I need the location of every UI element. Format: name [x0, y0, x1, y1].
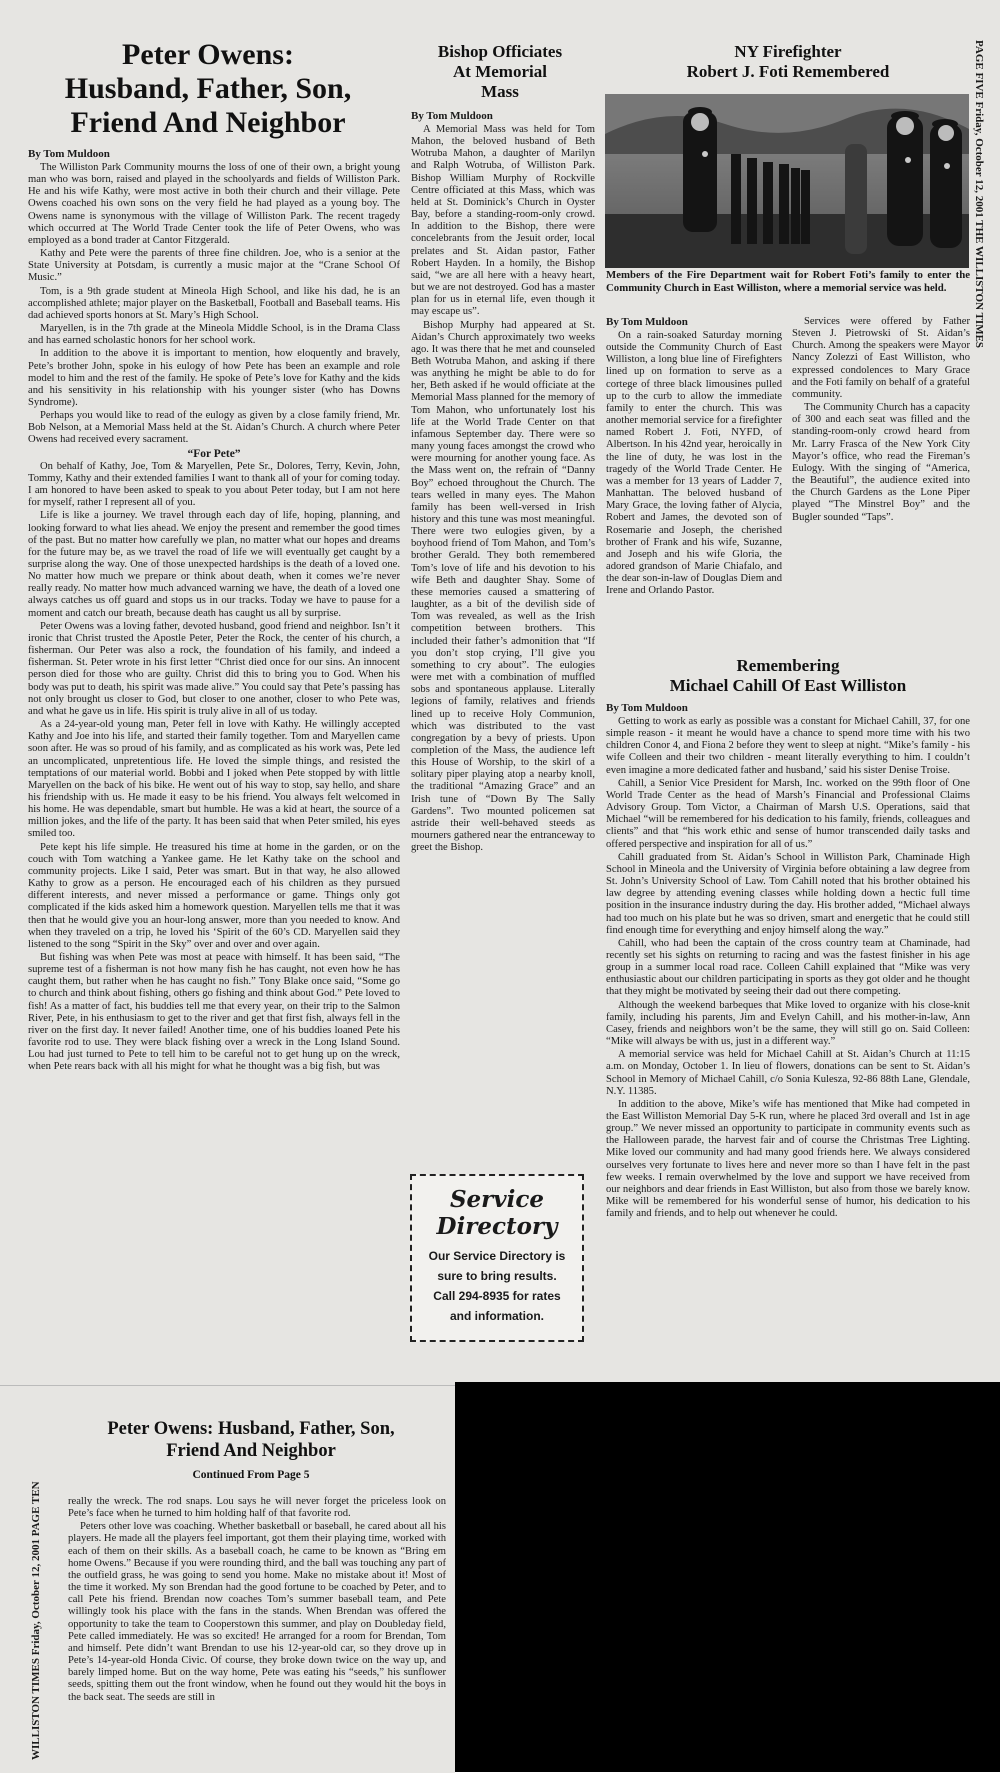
- continued-paragraph: Peters other love was coaching. Whether basketball or baseball, he cared about all his players. He made all the players feel important, got them their playing time, worked with each of them on their skills. As a baseball coach, he came to be known as “Bring em home Owens.” Because if you were rounding third, and the ball was touching any part of the outfield grass, he was going to send you home. Make no mistake about it! Most of the time it worked. My son Brendan had the good fortune to be coached by Peter, and to call Pete his friend. Brendan now coaches Tom’s summer baseball team, and Pete willingly took his place with the fans in the stands. When Brendan was offered the opportunity to take the team to Cooperstown this summer, and play on Doubleday field, Pete called immediately. He was so excited! He arranged for a room for Brendan, Tom and himself. Pete didn’t want Brendan to use his 12-year-old car, so they drove up in Pete’s 14-year-old Honda Civic. Of course, they broke down twice on the way up, and barely limped home. But on the way home, Pete was eating his “seeds,” his sunflower seeds, spitting them out the front window, when he found out they would hit the boys in the back seat. The seeds are still in: [68, 1521, 446, 1703]
- mahon-headline-line-2: At Memorial: [453, 62, 547, 81]
- eulogy-paragraph: On behalf of Kathy, Joe, Tom & Maryellen, Pete Sr., Dolores, Terry, Kevin, John, Tommy, Kathy and their extended families I want to thank all of your for coming today. I am honored to have been asked to speak to you about Peter today, but I am not here for myself, rather I represent all of you.: [28, 460, 400, 509]
- eulogy-paragraph: But fishing was when Pete was most at peace with himself. It has been said, “The supreme test of a fisherman is not how many fish he has caught, not even how he has caught them, but rather when he has caught no fish.” Tony Blake once said, “Some go to church and think about fishing, others go fishing and think about God.” Pete loved to fish! As a matter of fact, his buddies tell me that every year, on their trip to the Salmon River, Pete, in his enthusiasm to get to the river and get that first fish, always fell in the river on the first day. It never failed! Another time, one of his buddies loaned Pete his favorite rod to use. They were black fishing over a wreck in the Long Island Sound. Lou had just turned to Pete to tell him to be careful not to get hung up on the wreck, when Pete rears back with all his might for what he thought was a big fish, but was: [28, 952, 400, 1073]
- owens-headline: [18, 38, 398, 140]
- eulogy-paragraph: Peter Owens was a loving father, devoted husband, good friend and neighbor. Isn’t it ironic that Christ trusted the Apostle Peter, Peter the Rock, the center of his church, a fisherman. Our Peter was also a rock, the foundation of his family, and indeed a fisherman. St. Peter wrote in his first letter “Christ died once for our sins. An innocent person died for those who are guilty. Christ did this to bring you to God. When his body was put to death, his spirit was made alive.” You could say that Pete’s passing has not only brought us closer to God, but closer to one another, closer to who Pete was, and what he gave us in life. His spirit is truly alive in all of us today.: [28, 620, 400, 717]
- continued-paragraph: really the wreck. The rod snaps. Lou says he will never forget the priceless look on Pete’s face when he turned to him holding half of that favorite rod.: [68, 1496, 446, 1520]
- owens-headline-line-1: Peter Owens:: [122, 38, 294, 71]
- continued-jump-line: Continued From Page 5: [192, 1469, 310, 1481]
- foti-headline: [606, 42, 970, 82]
- service-title-line-2: Directory: [436, 1213, 558, 1240]
- foti-headline-line-1: NY Firefighter: [734, 42, 842, 61]
- cahill-paragraph: A memorial service was held for Michael Cahill at St. Aidan’s Church at 11:15 a.m. on Monday, October 1. In lieu of flowers, donations can be sent to St. Aidan’s School in Memory of Michael Cahill, c/o Sonia Kulesza, 92-86 88th Lane, Glendale, N.Y. 11385.: [606, 1049, 970, 1097]
- mahon-paragraph: A Memorial Mass was held for Tom Mahon, the beloved husband of Beth Wotruba Mahon, a daughter of Marilyn and Ralph Wotruba, of Williston Park. Bishop William Murphy of Rockville Centre officiated at this Mass, which was held at St. Dominick’s Church in Oyster Bay, before a standing-room-only crowd. In addition to the Bishop, there were concelebrants from the Jesuit order, local prelates and St. Aidan pastor, Father Robert Hayden. In a homily, the Bishop said, “we are all here with a heavy heart, but we are not destroyed. God has a master plan for us in eternal life, even though it may escape us”.: [411, 124, 595, 318]
- eulogy-paragraph: Pete kept his life simple. He treasured his time at home in the garden, or on the couch with Tom watching a Yankee game. He let Kathy take on the school and community projects. Like I said, Peter was smart. But in that way, he also allowed Kathy to grow as a person. He encouraged each of his children as they pursued different interests, and never missed a performance or game. Things only got complicated if the kids asked him a homework question. Maryellen tells me that it was then that he would give you an hour-long answer, more than you needed to know. And when they traveled on a trip, he loved his ‘Spirit of the 60’s CD. Maryellen said they listened to the song “Spirit in the Sky” over and over and over again.: [28, 841, 400, 950]
- owens-headline-line-2: Husband, Father, Son,: [64, 72, 352, 105]
- service-line: and information.: [450, 1309, 544, 1323]
- mahon-headline-line-3: Mass: [481, 82, 519, 101]
- owens-paragraph: Kathy and Pete were the parents of three fine children. Joe, who is a senior at the State University at Potsdam, is currently a music major at the “Crane School Of Music.”: [28, 248, 400, 284]
- cahill-paragraph: Cahill, who had been the captain of the cross country team at Chaminade, had recently set his sights on returning to racing and was the fastest finisher in his age group in a summer local road race. Colleen Cahill explained that “Mike was very enthusiastic about our children participating in sports as they got older and he thought that they might be motivated by seeing their dad out there competing.: [606, 937, 970, 998]
- service-title-line-1: Service: [449, 1186, 545, 1213]
- service-line: sure to bring results.: [437, 1269, 557, 1283]
- eulogy-subhead: “For Pete”: [187, 447, 241, 460]
- owens-paragraph: Maryellen, is in the 7th grade at the Mineola Middle School, is in the Drama Class and has earned scholastic honors for her school work.: [28, 323, 400, 347]
- continued-headline: [56, 1418, 446, 1462]
- mahon-headline-line-1: Bishop Officiates: [437, 42, 563, 61]
- service-directory-ad: [410, 1174, 584, 1342]
- firefighters-photo-image: [605, 94, 969, 268]
- owens-paragraph: Perhaps you would like to read of the eulogy as given by a close family friend, Mr. Bob Nelson, at a Memorial Mass held at the St. Aidan’s Church. A church where Peter Owens had received every sacrament.: [28, 410, 400, 446]
- service-directory-text: [412, 1246, 582, 1326]
- foti-article-body-col-2: [792, 316, 970, 660]
- cahill-article-body: [606, 702, 970, 1370]
- eulogy-paragraph: Life is like a journey. We travel through each day of life, hoping, planning, and looking forward to what lies ahead. We enjoy the present and remember the good times of the past. But no matter how carefully we plan, no matter what our hopes and dreams for the future may be, as we travel the road of life we will eventually get caught by a surprise along the way. One of those unexpected hardships is the death of a loved one. No matter how much we prepare or think about death, when it comes we’re never really ready. No matter how much advanced warning we have, the death of a loved one always catches us off guard and stops us in our tracks. Today we have to pause for a moment and catch our breath, because death has caught us all by surprise.: [28, 510, 400, 619]
- owens-paragraph: Tom, is a 9th grade student at Mineola High School, and like his dad, he is an accomplished athlete; major player on the Basketball, Football and Baseball teams. His dad achieved sports honors at St. Mary’s High School.: [28, 285, 400, 321]
- service-directory-title: [412, 1186, 582, 1240]
- continued-article-body: [68, 1496, 446, 1772]
- cahill-headline: [606, 656, 970, 696]
- foti-paragraph: The Community Church has a capacity of 300 and each seat was filled and the standing-room-only crowd heard from Mr. Larry Frasca of the New York City Mayor’s office, who read the Fireman’s Eulogy. With the singing of “America, the Beautiful”, the audience exited into the Church Gardens as the Lone Piper played “The Minstrel Boy” and the Bugler sounded “Taps”.: [792, 402, 970, 523]
- owens-paragraph: In addition to the above it is important to mention, how eloquently and bravely, Pete’s brother John, spoke in his eulogy of how Pete has been an example and role model to him and the rest of the family. He spoke of Pete’s love for Kathy and the kids and his sensitivity in his relationship with his younger sister (who has Downs Syndrome).: [28, 348, 400, 408]
- mahon-paragraph: Bishop Murphy had appeared at St. Aidan’s Church approximately two weeks ago. It was there that he met and counseled Beth Wotruba Mahon, and asking if there was anything he might be able to do for her, Beth asked if he would officiate at the Memorial Mass planned for the memory of Tom Mahon, who unfortunately lost his life at the World Trade Center on that infamous September day. There were so many young faces amongst the crowd who were mourning for another young face. As the Mass went on, the refrain of “Danny Boy” echoed throughout the Church. The tears welled in many eyes. The Mahon family has been well-versed in Irish history and this tune was most meaningful. There were two eulogies given, by a boyhood friend of Tom Mahon, and Tom’s brother Gerald. They both remembered Tom’s love of life and his devotion to his wife Beth and daughter Shay. Some of these memories caused a smattering of laughter, as a bit of the devilish side of Tom was revealed, as well as the Irish competition between brothers. This included their father’s admonition that “If you don’t stop crying, I’ll give you something to cry about”. The eulogies were met with a combination of muffled sobs and spontaneous applause. Literally legions of family, relatives and friends lined up to receive Holy Communion, which was distributed to the vast congregation by a bevy of priests. Upon completion of the Mass, the audience left this House of Worship, to the skirl of a solitary piper playing atop a nearby knoll, the traditional “Amazing Grace” and an Irish tune of “Down By The Sally Gardens”. Two mounted policemen sat astride their well-behaved steeds as mourners gathered near the entranceway to greet the Bishop.: [411, 319, 595, 854]
- mahon-headline: [405, 42, 595, 102]
- photo-caption: Members of the Fire Department wait for Robert Foti’s family to enter the Community Church in East Williston, where a memorial service was held.: [606, 269, 970, 294]
- continued-headline-line-2: Friend And Neighbor: [166, 1441, 336, 1461]
- cahill-paragraph: Cahill, a Senior Vice President for Marsh, Inc. worked on the 99th floor of One World Trade Center as the head of Marsh’s Financial and Professional Claims Advisory Group. Tom Victor, a Chairman of Marsh U.S. Operations, said that Michael “will be remembered for his dedication to his family, friends, colleagues and clients” and that “his work ethic and sense of humor transcended daily tasks and offered perspective and inspiration for all of us.”: [606, 777, 970, 850]
- eulogy-paragraph: As a 24-year-old young man, Peter fell in love with Kathy. He willingly accepted Kathy and Joe into his life, and started their family together. Tom and Maryellen came soon after. He was so proud of his family, and as complicated as his work was, Pete led an uncomplicated, unpretentious life. He loved the simple things, and resisted the temptations of our material world. Bobbi and I joked when Pete stopped by with little Maryellen on the back of his bike. He went out of his way to stop, say hello, and share his friendship with us. He made it easy to be his friend. You always felt welcomed in his home. He was dependable, smart but humble. He was a kid at heart, the source of a million jokes, and the life of the party. It has been said that when Peter smiled, his eyes smiled too.: [28, 719, 400, 840]
- foti-article-body-col-1: [606, 316, 782, 660]
- cahill-headline-line-2: Michael Cahill Of East Williston: [669, 676, 907, 695]
- owens-article-body: [28, 148, 400, 1370]
- cahill-paragraph: Cahill graduated from St. Aidan’s School in Williston Park, Chaminade High School in Mineola and the University of Virginia before obtaining a law degree from St. John’s University School of Law. Tom Cahill noted that his brother obtained his law degree by attending evening classes while holding down a hectic full time position in the insurance industry during the day. His brother added, “Michael always had too much on his plate but he was so driven, smart and energetic that he could still find enough time for everything and enjoy himself along the way.”: [606, 851, 970, 936]
- continued-headline-line-1: Peter Owens: Husband, Father, Son,: [107, 1419, 395, 1439]
- owens-byline: By Tom Muldoon: [28, 148, 110, 160]
- foti-headline-line-2: Robert J. Foti Remembered: [686, 62, 890, 81]
- cahill-headline-line-1: Remembering: [736, 656, 840, 675]
- foti-byline: By Tom Muldoon: [606, 316, 688, 328]
- owens-headline-line-3: Friend And Neighbor: [70, 106, 346, 139]
- service-line: Our Service Directory is: [428, 1249, 566, 1263]
- blank-black-area: [455, 1382, 1000, 1772]
- service-line: Call 294-8935 for rates: [433, 1289, 561, 1303]
- owens-paragraph: The Williston Park Community mourns the loss of one of their own, a bright young man who was born, raised and played in the schoolyards and fields of Williston Park. He and his wife Kathy, were most active in both their church and their village. Pete Owens coached his own sons on the very field he had played as a young boy. The Owens name is synonymous with the village of Williston Park. The recent tragedy which occurred at The World Trade Center took the life of Peter Owens, who was employed as a bond trader at Cantor Fitzgerald.: [28, 162, 400, 246]
- mahon-article-body: [411, 110, 595, 1168]
- firefighters-photo: [605, 94, 969, 268]
- cahill-byline: By Tom Muldoon: [606, 702, 688, 714]
- cahill-paragraph: Getting to work as early as possible was a constant for Michael Cahill, 37, for one simple reason - it meant he would have a chance to spend more time with his two children Conor 4, and Fiona 2 before they went to sleep at night. “Mike’s family - his wife Colleen and their two children - meant literally everything to him. I couldn’t even imagine a more dedicated father and husband,’ said his sister Denise Troise.: [606, 716, 970, 776]
- mahon-byline: By Tom Muldoon: [411, 110, 493, 122]
- page-header: PAGE FIVE Friday, October 12, 2001 THE WILLISTON TIMES: [973, 40, 985, 349]
- cahill-paragraph: Although the weekend barbeques that Mike loved to organize with his close-knit family, including his parents, Jim and Evelyn Cahill, and his mother-in-law, Ann Casey, friends and neighbors won’t be the same, they will still go on. Said Colleen: “Mike will always be with us, just in a different way.”: [606, 999, 970, 1048]
- cahill-paragraph: In addition to the above, Mike’s wife has mentioned that Mike had competed in the East Williston Memorial Day 5-K run, where he placed 3rd overall and 1st in age group.” We never missed an opportunity to participate in community events such as the Halloween parade, the harvest fair and of course the Christmas Tree Lighting. Mike loved our community and had many good friends here. We always considered ourselves very fortunate to lives here and never more so than I have felt in the past few weeks. I remain overwhelmed by the love and support we have received from our neighbors and dear friends in East Williston, but also from those we barely know. Mike will be remembered for his wonderful sense of humor, his dedication to his family and friends, and to help out whenever he could.: [606, 1098, 970, 1220]
- foti-paragraph: On a rain-soaked Saturday morning outside the Community Church of East Williston, a long blue line of Firefighters lined up on formation to serve as a cortege of three black limousines pulled up to the curb to allow the immediate family to enter the church. This was another memorial service for a firefighter named Robert J. Foti, NYFD, of Albertson. In his 42nd year, heroically in the line of duty, he was lost in the tragedy of the World Trade Center. He was a member for 13 years of Ladder 7, Manhattan. The beloved husband of Mary Grace, the loving father of Alycia, Robert and James, the devoted son of Rosemarie and Joseph, the cherished brother of Frank and his wife, Suzanne, and Joseph and his wife Gloria, the adored grandson of Marie Chiafalo, and the dear son-in-law of Douglas Diem and Irene and Orlando Pastor.: [606, 330, 782, 597]
- foti-paragraph: Services were offered by Father Steven J. Pietrowski of St. Aidan’s Church. Among the speakers were Mayor Nancy Zolezzi of East Williston, who expressed condolences to Mary Grace and the Foti family on behalf of a grateful community.: [792, 316, 970, 400]
- page-footer: WILLISTON TIMES Friday, October 12, 2001 PAGE TEN: [30, 1481, 42, 1760]
